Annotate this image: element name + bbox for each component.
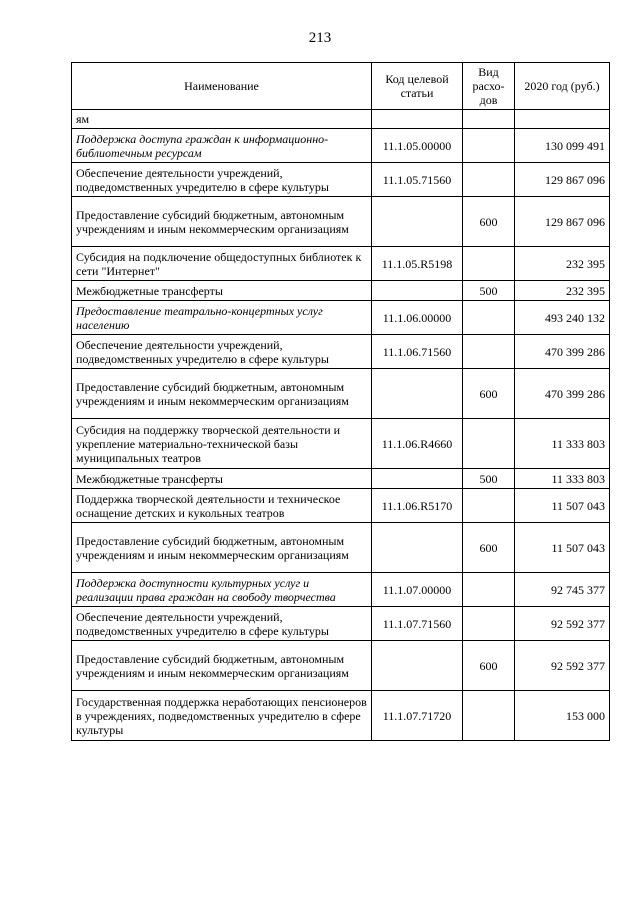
header-row (72, 63, 610, 110)
cell-type: 600 (463, 369, 515, 419)
table-row (72, 369, 610, 419)
cell-sum: 470 399 286 (515, 335, 610, 369)
cell-code: 11.1.05.71560 (372, 163, 463, 197)
cell-name: Обеспечение деятельности учреждений, подведомственных учредителю в сфере культуры (72, 607, 372, 641)
cell-type (463, 301, 515, 335)
cell-sum: 493 240 132 (515, 301, 610, 335)
cell-sum: 11 333 803 (515, 469, 610, 489)
header-type: Вид расхо-дов (463, 63, 515, 110)
cell-sum: 11 507 043 (515, 489, 610, 523)
cell-name: Предоставление субсидий бюджетным, автономным учреждениям и иным некоммерческим организациям (72, 641, 372, 691)
cell-code: 11.1.06.00000 (372, 301, 463, 335)
table-row (72, 523, 610, 573)
cell-name: Предоставление субсидий бюджетным, автономным учреждениям и иным некоммерческим организациям (72, 523, 372, 573)
cell-type: 500 (463, 281, 515, 301)
cell-type (463, 691, 515, 741)
table-row (72, 110, 610, 129)
cell-code (372, 469, 463, 489)
cell-name: Поддержка творческой деятельности и техническое оснащение детских и кукольных театров (72, 489, 372, 523)
cell-code (372, 369, 463, 419)
table-row (72, 641, 610, 691)
cell-type: 600 (463, 523, 515, 573)
page-number: 213 (308, 30, 332, 46)
table-row (72, 607, 610, 641)
header-sum: 2020 год (руб.) (515, 63, 610, 110)
cell-sum: 153 000 (515, 691, 610, 741)
cell-code (372, 523, 463, 573)
cell-type: 600 (463, 197, 515, 247)
header-code: Код целевой статьи (372, 63, 463, 110)
cell-code: 11.1.05.R5198 (372, 247, 463, 281)
cell-code: 11.1.05.00000 (372, 129, 463, 163)
cell-type (463, 607, 515, 641)
cell-type (463, 335, 515, 369)
cell-name: Государственная поддержка неработающих пенсионеров в учреждениях, подведомственных учредителю в сфере культуры (72, 691, 372, 741)
cell-code: 11.1.06.71560 (372, 335, 463, 369)
cell-type (463, 110, 515, 129)
cell-name: Поддержка доступности культурных услуг и реализации права граждан на свободу творчества (72, 573, 372, 607)
table-row (72, 247, 610, 281)
cell-name: Межбюджетные трансферты (72, 281, 372, 301)
cell-code: 11.1.07.71560 (372, 607, 463, 641)
cell-sum: 92 592 377 (515, 641, 610, 691)
cell-sum: 92 592 377 (515, 607, 610, 641)
table-header (72, 63, 610, 110)
table-row (72, 691, 610, 741)
table-row (72, 469, 610, 489)
cell-sum: 92 745 377 (515, 573, 610, 607)
cell-sum: 11 507 043 (515, 523, 610, 573)
cell-type (463, 419, 515, 469)
table-body (72, 110, 610, 741)
cell-sum: 232 395 (515, 247, 610, 281)
cell-type (463, 163, 515, 197)
cell-name: Предоставление субсидий бюджетным, автономным учреждениям и иным некоммерческим организациям (72, 197, 372, 247)
cell-code: 11.1.07.00000 (372, 573, 463, 607)
table-row (72, 129, 610, 163)
cell-sum: 129 867 096 (515, 197, 610, 247)
table-row (72, 335, 610, 369)
table-row (72, 419, 610, 469)
cell-name: Обеспечение деятельности учреждений, подведомственных учредителю в сфере культуры (72, 335, 372, 369)
cell-name: Предоставление театрально-концертных услуг населению (72, 301, 372, 335)
cell-code (372, 110, 463, 129)
cell-code (372, 281, 463, 301)
cell-code: 11.1.07.71720 (372, 691, 463, 741)
budget-table (71, 62, 610, 741)
table-row (72, 489, 610, 523)
table-row (72, 197, 610, 247)
cell-sum (515, 110, 610, 129)
table-row (72, 301, 610, 335)
cell-type: 500 (463, 469, 515, 489)
cell-code: 11.1.06.R4660 (372, 419, 463, 469)
cell-sum: 130 099 491 (515, 129, 610, 163)
cell-type: 600 (463, 641, 515, 691)
cell-name: Субсидия на подключение общедоступных библиотек к сети "Интернет" (72, 247, 372, 281)
cell-type (463, 573, 515, 607)
cell-code (372, 641, 463, 691)
header-name: Наименование (72, 63, 372, 110)
cell-name: Предоставление субсидий бюджетным, автономным учреждениям и иным некоммерческим организациям (72, 369, 372, 419)
cell-name: Обеспечение деятельности учреждений, подведомственных учредителю в сфере культуры (72, 163, 372, 197)
cell-type (463, 129, 515, 163)
cell-name: Субсидия на поддержку творческой деятельности и укрепление материально-технической базы муниципальных театров (72, 419, 372, 469)
cell-code: 11.1.06.R5170 (372, 489, 463, 523)
cell-name: Межбюджетные трансферты (72, 469, 372, 489)
cell-code (372, 197, 463, 247)
cell-sum: 232 395 (515, 281, 610, 301)
cell-type (463, 247, 515, 281)
table-row (72, 281, 610, 301)
cell-name: ям (72, 110, 372, 129)
cell-name: Поддержка доступа граждан к информационно-библиотечным ресурсам (72, 129, 372, 163)
table-row (72, 163, 610, 197)
table-row (72, 573, 610, 607)
cell-type (463, 489, 515, 523)
cell-sum: 470 399 286 (515, 369, 610, 419)
cell-sum: 129 867 096 (515, 163, 610, 197)
cell-sum: 11 333 803 (515, 419, 610, 469)
